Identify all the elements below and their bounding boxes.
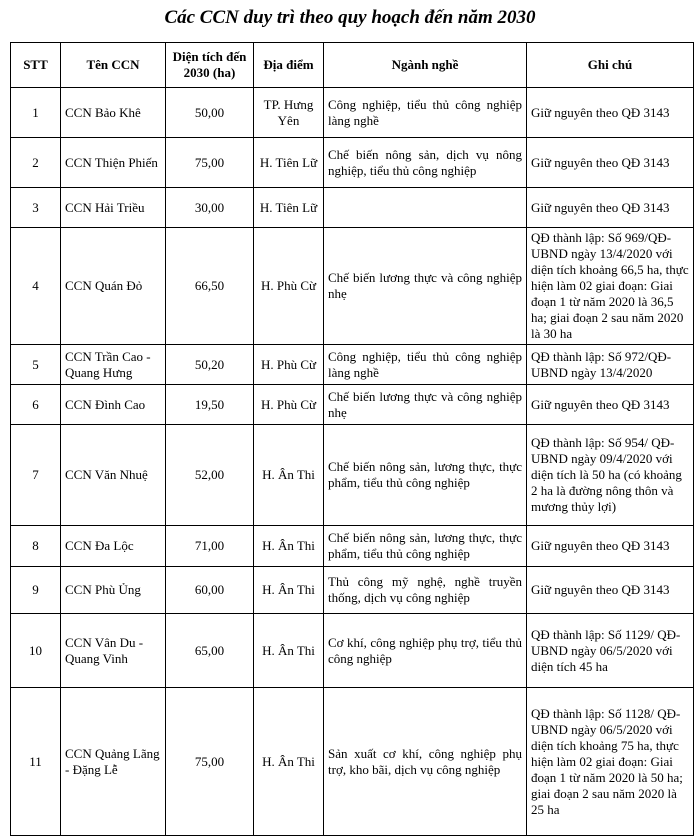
page-title: Các CCN duy trì theo quy hoạch đến năm 2030 xyxy=(164,7,536,28)
cell-note: Giữ nguyên theo QĐ 3143 xyxy=(527,88,694,138)
cell-stt: 6 xyxy=(11,385,61,425)
cell-name: CCN Quán Đỏ xyxy=(61,228,166,345)
cell-area: 75,00 xyxy=(166,688,254,836)
table-row xyxy=(11,138,694,188)
cell-industry: Công nghiệp, tiểu thủ công nghiệp làng nghề xyxy=(324,88,527,138)
cell-name: CCN Thiện Phiến xyxy=(61,138,166,188)
cell-area: 19,50 xyxy=(166,385,254,425)
cell-location: H. Tiên Lữ xyxy=(254,138,324,188)
cell-industry: Chế biến nông sản, lương thực, thực phẩm, tiểu thủ công nghiệp xyxy=(324,526,527,567)
cell-location: TP. Hưng Yên xyxy=(254,88,324,138)
cell-area: 50,20 xyxy=(166,345,254,385)
cell-note: Giữ nguyên theo QĐ 3143 xyxy=(527,526,694,567)
cell-area: 66,50 xyxy=(166,228,254,345)
cell-name: CCN Bảo Khê xyxy=(61,88,166,138)
cell-industry: Thủ công mỹ nghệ, nghề truyền thống, dịch vụ công nghiệp xyxy=(324,567,527,614)
cell-industry: Chế biến lương thực và công nghiệp nhẹ xyxy=(324,228,527,345)
header-name: Tên CCN xyxy=(61,43,166,88)
cell-industry: Chế biến nông sản, lương thực, thực phẩm, tiểu thủ công nghiệp xyxy=(324,425,527,526)
table-row xyxy=(11,385,694,425)
cell-name: CCN Đình Cao xyxy=(61,385,166,425)
cell-name: CCN Trần Cao - Quang Hưng xyxy=(61,345,166,385)
cell-area: 75,00 xyxy=(166,138,254,188)
cell-industry xyxy=(324,188,527,228)
cell-note: Giữ nguyên theo QĐ 3143 xyxy=(527,385,694,425)
cell-stt: 2 xyxy=(11,138,61,188)
table-row xyxy=(11,567,694,614)
header-location: Địa điểm xyxy=(254,43,324,88)
table-row xyxy=(11,688,694,836)
cell-area: 71,00 xyxy=(166,526,254,567)
cell-note: Giữ nguyên theo QĐ 3143 xyxy=(527,188,694,228)
cell-note: QĐ thành lập: Số 969/QĐ-UBND ngày 13/4/2020 với diện tích khoảng 66,5 ha, thực hiện làm 02 giai đoạn: Giai đoạn 1 từ năm 2020 là 36,5 ha; giai đoạn 2 sau năm 2020 là 30 ha xyxy=(527,228,694,345)
cell-location: H. Ân Thi xyxy=(254,614,324,688)
cell-location: H. Tiên Lữ xyxy=(254,188,324,228)
table-row xyxy=(11,425,694,526)
cell-stt: 5 xyxy=(11,345,61,385)
cell-area: 50,00 xyxy=(166,88,254,138)
cell-note: QĐ thành lập: Số 1128/ QĐ-UBND ngày 06/5/2020 với diện tích khoảng 75 ha, thực hiện làm 02 giai đoạn: Giai đoạn 1 từ năm 2020 là 50 ha; giai đoạn 2 sau năm 2020 là 25 ha xyxy=(527,688,694,836)
table-row xyxy=(11,614,694,688)
cell-location: H. Ân Thi xyxy=(254,425,324,526)
header-note: Ghi chú xyxy=(527,43,694,88)
table-header-row xyxy=(11,43,694,88)
cell-location: H. Ân Thi xyxy=(254,688,324,836)
ccn-table xyxy=(10,42,694,836)
cell-stt: 1 xyxy=(11,88,61,138)
table-row xyxy=(11,188,694,228)
cell-stt: 10 xyxy=(11,614,61,688)
cell-industry: Sản xuất cơ khí, công nghiệp phụ trợ, kho bãi, dịch vụ công nghiệp xyxy=(324,688,527,836)
cell-area: 65,00 xyxy=(166,614,254,688)
cell-industry: Cơ khí, công nghiệp phụ trợ, tiểu thủ công nghiệp xyxy=(324,614,527,688)
cell-stt: 3 xyxy=(11,188,61,228)
table-body xyxy=(11,88,694,836)
cell-location: H. Phù Cừ xyxy=(254,345,324,385)
cell-note: Giữ nguyên theo QĐ 3143 xyxy=(527,567,694,614)
cell-name: CCN Quảng Lãng - Đặng Lễ xyxy=(61,688,166,836)
cell-note: QĐ thành lập: Số 954/ QĐ-UBND ngày 09/4/2020 với diện tích là 50 ha (có khoảng 2 ha là đường nông thôn và mương thủy lợi) xyxy=(527,425,694,526)
table-row xyxy=(11,345,694,385)
cell-location: H. Phù Cừ xyxy=(254,228,324,345)
table-row xyxy=(11,228,694,345)
cell-stt: 11 xyxy=(11,688,61,836)
cell-location: H. Phù Cừ xyxy=(254,385,324,425)
cell-stt: 7 xyxy=(11,425,61,526)
header-area: Diện tích đến 2030 (ha) xyxy=(166,43,254,88)
cell-name: CCN Vân Du - Quang Vinh xyxy=(61,614,166,688)
cell-name: CCN Hải Triều xyxy=(61,188,166,228)
cell-stt: 4 xyxy=(11,228,61,345)
cell-name: CCN Phù Ủng xyxy=(61,567,166,614)
table-row xyxy=(11,88,694,138)
cell-note: QĐ thành lập: Số 972/QĐ-UBND ngày 13/4/2020 xyxy=(527,345,694,385)
cell-name: CCN Văn Nhuệ xyxy=(61,425,166,526)
cell-industry: Công nghiệp, tiểu thủ công nghiệp làng nghề xyxy=(324,345,527,385)
cell-location: H. Ân Thi xyxy=(254,567,324,614)
header-industry: Ngành nghề xyxy=(324,43,527,88)
cell-name: CCN Đa Lộc xyxy=(61,526,166,567)
cell-location: H. Ân Thi xyxy=(254,526,324,567)
cell-area: 52,00 xyxy=(166,425,254,526)
header-stt: STT xyxy=(11,43,61,88)
cell-area: 30,00 xyxy=(166,188,254,228)
cell-industry: Chế biến lương thực và công nghiệp nhẹ xyxy=(324,385,527,425)
table-row xyxy=(11,526,694,567)
cell-note: QĐ thành lập: Số 1129/ QĐ-UBND ngày 06/5/2020 với diện tích 45 ha xyxy=(527,614,694,688)
cell-note: Giữ nguyên theo QĐ 3143 xyxy=(527,138,694,188)
cell-stt: 9 xyxy=(11,567,61,614)
cell-area: 60,00 xyxy=(166,567,254,614)
cell-industry: Chế biến nông sản, dịch vụ nông nghiệp, tiểu thủ công nghiệp xyxy=(324,138,527,188)
cell-stt: 8 xyxy=(11,526,61,567)
